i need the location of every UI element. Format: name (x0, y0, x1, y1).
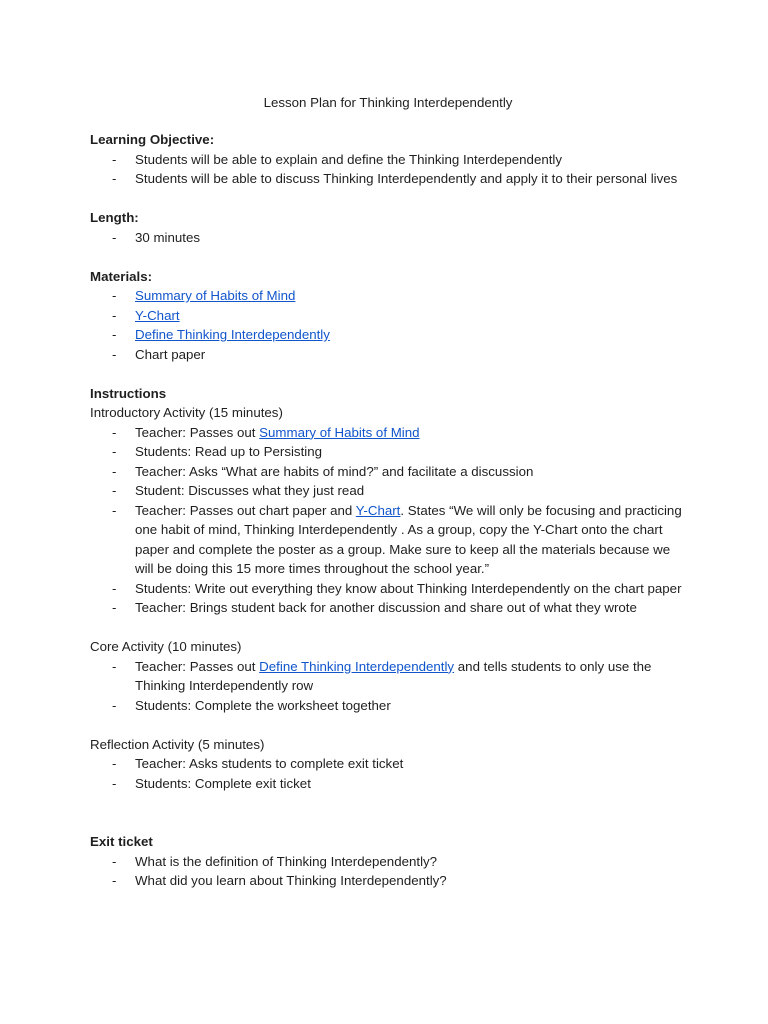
intro-activity-list (90, 423, 690, 618)
list-item: - 30 minutes (90, 228, 690, 248)
list-item: - Chart paper (90, 345, 690, 365)
exit-ticket-heading: Exit ticket (90, 834, 153, 849)
list-item: - Teacher: Passes out chart paper and Y-Chart. States “We will only be focusing and practicing one habit of mind, Thinking Interdependently . As a group, copy the Y-Chart onto the chart paper and complete the poster as a group. Make sure to keep all the materials because we will be doing this 15 more times throughout the school year.” (90, 501, 690, 579)
list-item: - Students: Read up to Persisting (90, 442, 690, 462)
materials-list (90, 286, 690, 364)
list-item: - What is the definition of Thinking Interdependently? (90, 852, 690, 872)
length-list (90, 228, 690, 248)
reflection-activity-list (90, 754, 690, 793)
list-item: - Teacher: Asks students to complete exit ticket (90, 754, 690, 774)
list-item (90, 306, 690, 326)
list-item: - Students will be able to explain and define the Thinking Interdependently (90, 150, 690, 170)
length-heading: Length: (90, 210, 139, 225)
list-item: - Students will be able to discuss Thinking Interdependently and apply it to their personal lives (90, 169, 690, 189)
intro-activity-label: Introductory Activity (15 minutes) (90, 405, 283, 420)
list-item: - Teacher: Passes out Summary of Habits of Mind (90, 423, 690, 443)
summary-habits-link[interactable]: Summary of Habits of Mind (259, 424, 420, 440)
core-activity-list (90, 657, 690, 716)
list-item: - What did you learn about Thinking Interdependently? (90, 871, 690, 891)
instructions-heading: Instructions (90, 385, 167, 401)
list-item: - Teacher: Passes out Define Thinking Interdependently and tells students to only use the Thinking Interdependently row (90, 657, 690, 696)
list-item (90, 325, 690, 345)
summary-habits-link[interactable]: Summary of Habits of Mind (135, 288, 296, 303)
define-thinking-link[interactable]: Define Thinking Interdependently (259, 658, 455, 674)
exit-ticket-list (90, 852, 690, 891)
list-item: - Teacher: Brings student back for another discussion and share out of what they wrote (90, 598, 690, 618)
list-item: - Teacher: Asks “What are habits of mind?” and facilitate a discussion (90, 462, 690, 482)
define-thinking-link[interactable]: Define Thinking Interdependently (135, 327, 330, 342)
core-activity-label: Core Activity (10 minutes) (90, 639, 242, 654)
reflection-activity-label: Reflection Activity (5 minutes) (90, 736, 265, 752)
page-title: Lesson Plan for Thinking Interdependently (263, 95, 513, 110)
list-item: - Students: Write out everything they know about Thinking Interdependently on the chart paper (90, 579, 690, 599)
list-item: - Students: Complete the worksheet together (90, 696, 690, 716)
objective-list (90, 150, 690, 189)
list-item: - Student: Discusses what they just read (90, 481, 690, 501)
document-page (90, 93, 690, 891)
y-chart-link[interactable]: Y-Chart (355, 502, 401, 518)
list-item: - Students: Complete exit ticket (90, 774, 690, 794)
y-chart-link[interactable]: Y-Chart (135, 307, 180, 323)
objective-heading: Learning Objective: (90, 132, 215, 147)
materials-heading: Materials: (90, 268, 153, 284)
list-item (90, 286, 690, 306)
